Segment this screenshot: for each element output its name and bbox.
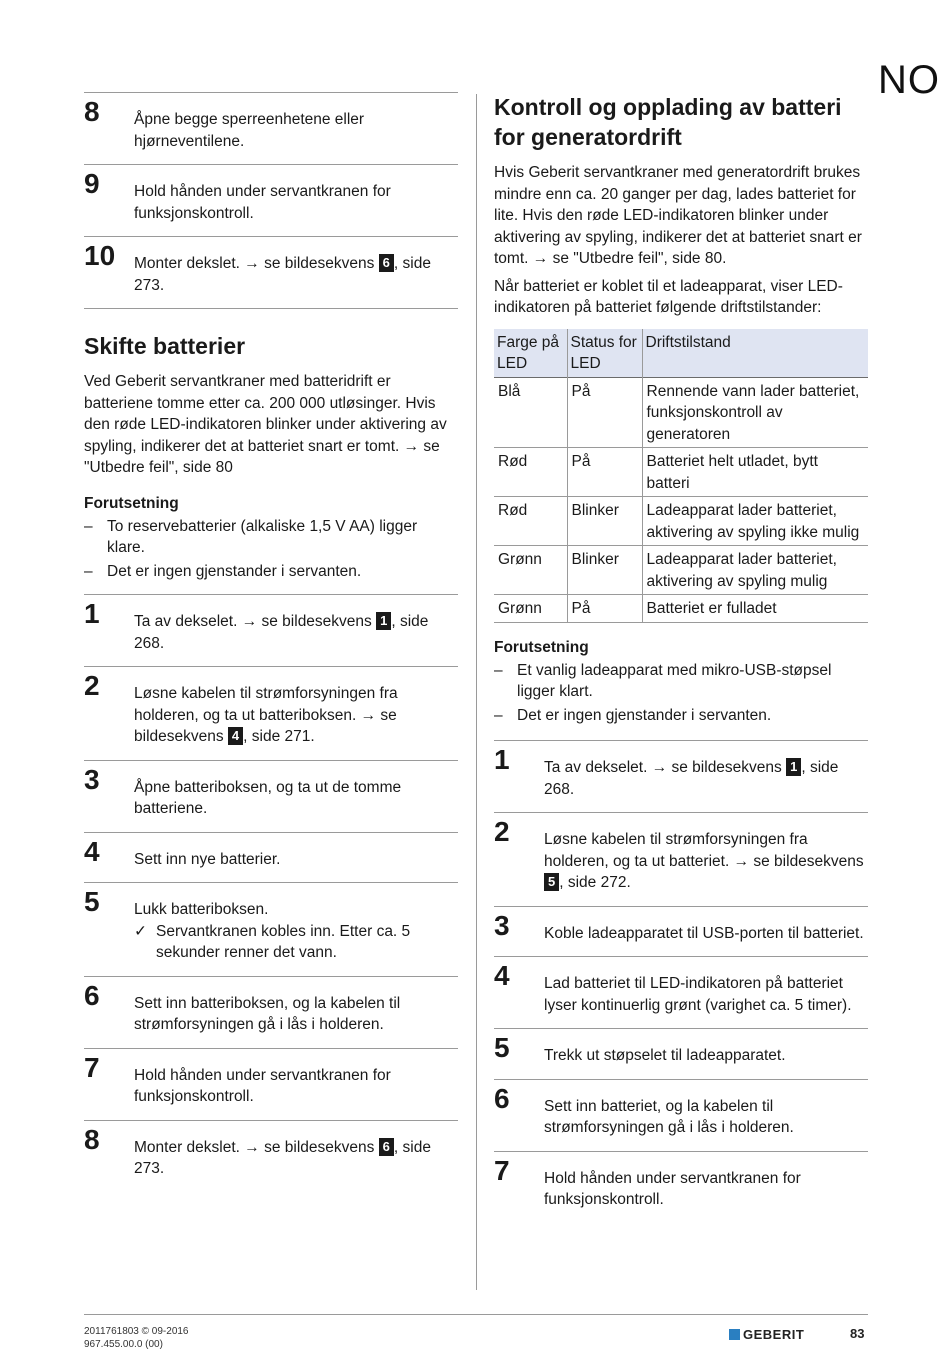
checkmark-icon: ✓ xyxy=(134,922,147,940)
step-item xyxy=(84,666,458,760)
step-text-part: Trekk ut støpselet til ladeapparatet. xyxy=(544,1047,786,1064)
step-text-part: Lukk batteriboksen. xyxy=(134,901,269,918)
language-tab: NO xyxy=(878,58,940,102)
figure-sequence-badge: 6 xyxy=(379,1138,394,1156)
step-number: 6 xyxy=(494,1082,510,1114)
step-text xyxy=(134,1059,458,1108)
figure-sequence-badge: 4 xyxy=(228,727,243,745)
prerequisite-heading: Forutsetning xyxy=(494,638,589,656)
step-number: 10 xyxy=(84,240,116,271)
table-header: Farge på LED xyxy=(494,329,567,378)
figure-sequence-badge: 5 xyxy=(544,873,559,891)
right-column xyxy=(494,92,868,1223)
prerequisite-item: – To reservebatterier (alkaliske 1,5 V AA) ligger klare. xyxy=(84,517,418,556)
step-text xyxy=(544,967,868,1016)
step-item xyxy=(84,594,458,666)
step-text-part: Løsne kabelen til strømforsyningen fra holderen, og ta ut batteriet. → se bildesekvens xyxy=(544,831,864,870)
section-title-battery-generator: Kontroll og opplading av batteri for generatordrift xyxy=(494,94,842,150)
step-text-part: Sett inn batteriboksen, og la kabelen til strømforsyningen gå i lås i holderen. xyxy=(134,994,401,1033)
step-number: 7 xyxy=(84,1051,100,1083)
step-text-part: , side 268. xyxy=(544,759,839,798)
step-number: 2 xyxy=(84,670,100,701)
table-cell: Grønn xyxy=(494,546,567,595)
table-row xyxy=(494,595,868,623)
step-item xyxy=(84,976,458,1048)
step-item xyxy=(494,1028,868,1079)
step-number: 2 xyxy=(494,816,510,847)
step-item xyxy=(84,236,458,308)
step-item xyxy=(84,832,458,883)
step-text-part: Lad batteriet til LED-indikatoren på batteriet lyser kontinuerlig grønt (varighet ca. 5 timer). xyxy=(544,975,852,1014)
step-item xyxy=(494,956,868,1028)
step-number: 4 xyxy=(494,960,510,991)
document-id: 2011761803 © 09-2016 xyxy=(84,1326,189,1337)
step-text xyxy=(544,1039,868,1067)
intro-paragraph-2: Når batteriet er koblet til et ladeapparat, viser LED-indikatoren på batteriet følgende driftstilstander: xyxy=(494,277,843,316)
column-divider xyxy=(476,94,477,1290)
step-text-part: Sett inn batteriet, og la kabelen til strømforsyningen gå i lås i holderen. xyxy=(544,1097,794,1136)
table-cell: På xyxy=(567,448,642,497)
table-cell: På xyxy=(567,595,642,623)
step-number: 8 xyxy=(84,1123,100,1155)
logo-square-icon xyxy=(729,1329,740,1340)
step-item xyxy=(494,1079,868,1151)
step-text xyxy=(134,605,458,654)
step-number: 3 xyxy=(84,763,100,795)
step-item xyxy=(494,812,868,906)
step-text xyxy=(134,247,458,296)
prerequisite-item: – Det er ingen gjenstander i servanten. xyxy=(84,562,362,580)
step-text xyxy=(134,771,458,820)
step-text xyxy=(544,917,868,945)
document-number: 967.455.00.0 (00) xyxy=(84,1339,163,1350)
step-text-part: , side 271. xyxy=(243,728,315,745)
page-number: 83 xyxy=(850,1326,865,1341)
step-text xyxy=(134,1131,458,1180)
table-cell: På xyxy=(567,377,642,448)
table-cell: Rød xyxy=(494,497,567,546)
step-number: 8 xyxy=(84,96,100,127)
result-line xyxy=(134,921,458,964)
step-item xyxy=(494,740,868,812)
step-item xyxy=(84,1120,458,1192)
step-item xyxy=(84,882,458,976)
figure-sequence-badge: 6 xyxy=(379,254,394,272)
step-text xyxy=(544,823,868,894)
table-row xyxy=(494,546,868,595)
step-number: 6 xyxy=(84,979,100,1011)
geberit-logo xyxy=(729,1327,804,1342)
prerequisite-heading: Forutsetning xyxy=(84,494,179,512)
step-text xyxy=(134,175,458,224)
step-text-part: Monter dekslet. → se bildesekvens xyxy=(134,255,379,272)
step-text-part: Ta av dekselet. → se bildesekvens xyxy=(134,613,377,630)
step-text-part: , side 273. xyxy=(134,255,431,294)
steps-list xyxy=(84,594,458,1192)
step-text xyxy=(544,751,868,800)
table-row xyxy=(494,448,868,497)
step-number: 1 xyxy=(84,598,100,629)
step-item xyxy=(84,760,458,832)
step-text-part: Hold hånden under servantkranen for funksjonskontroll. xyxy=(544,1169,801,1208)
figure-sequence-badge: 1 xyxy=(786,758,801,776)
logo-wordmark: GEBERIT xyxy=(743,1327,805,1342)
table-header: Status for LED xyxy=(567,329,642,378)
step-text xyxy=(134,987,458,1036)
step-text-part: Monter dekslet. → se bildesekvens xyxy=(134,1138,379,1156)
table-cell: Rød xyxy=(494,448,567,497)
table-cell: Blinker xyxy=(567,497,642,546)
step-text-part: Løsne kabelen til strømforsyningen fra holderen, og ta ut batteriboksen. → se bildesekvens xyxy=(134,685,398,745)
step-number: 4 xyxy=(84,835,100,867)
step-text-part: Koble ladeapparatet til USB-porten til batteriet. xyxy=(544,924,864,942)
step-text-part: Sett inn nye batterier. xyxy=(134,850,281,868)
step-item xyxy=(84,164,458,236)
step-number: 3 xyxy=(494,909,510,941)
steps-list-top xyxy=(84,92,458,308)
step-text xyxy=(544,1090,868,1139)
table-row xyxy=(494,497,868,546)
step-text-part: , side 272. xyxy=(559,874,631,891)
step-number: 1 xyxy=(494,744,510,775)
steps-list xyxy=(494,740,868,1223)
step-text xyxy=(134,893,458,964)
table-cell: Blinker xyxy=(567,546,642,595)
step-text-part: , side 273. xyxy=(134,1138,431,1177)
prerequisite-item: – Et vanlig ladeapparat med mikro-USB-støpsel ligger klart. xyxy=(494,661,832,700)
step-text xyxy=(134,103,458,152)
step-text xyxy=(134,843,458,871)
prerequisite-list xyxy=(84,516,458,583)
step-number: 5 xyxy=(494,1032,510,1063)
step-text xyxy=(544,1162,868,1211)
step-text-part: , side 268. xyxy=(134,613,429,652)
step-text-part: Åpne begge sperreenhetene eller hjørneventilene. xyxy=(134,111,365,150)
table-cell: Blå xyxy=(494,377,567,448)
step-item xyxy=(494,906,868,957)
step-text-part: Åpne batteriboksen, og ta ut de tomme batteriene. xyxy=(134,778,402,817)
step-text xyxy=(134,677,458,748)
step-number: 9 xyxy=(84,168,100,199)
footer-divider xyxy=(84,1314,868,1315)
prerequisite-item: – Det er ingen gjenstander i servanten. xyxy=(494,706,772,724)
led-status-table xyxy=(494,329,868,623)
step-text-part: Hold hånden under servantkranen for funksjonskontroll. xyxy=(134,1066,391,1105)
step-number: 5 xyxy=(84,886,100,917)
table-cell: Ladeapparat lader batteriet, aktivering av spyling ikke mulig xyxy=(642,497,868,546)
table-cell: Rennende vann lader batteriet, funksjonskontroll av generatoren xyxy=(642,377,868,448)
step-number: 7 xyxy=(494,1154,510,1186)
result-text: Servantkranen kobles inn. Etter ca. 5 sekunder renner det vann. xyxy=(156,922,411,961)
step-text-part: Hold hånden under servantkranen for funksjonskontroll. xyxy=(134,183,391,222)
table-cell: Batteriet er fulladet xyxy=(642,595,868,623)
intro-paragraph-1: Hvis Geberit servantkraner med generatordrift brukes mindre enn ca. 20 ganger per dag, lades batteriet for lite. Hvis den røde LED-indikatoren blinker under aktivering av spyling, indikerer det at batteriet snart er tomt. → se "Utbedre feil", side 80. xyxy=(494,164,862,267)
intro-paragraph: Ved Geberit servantkraner med batteridrift er batteriene tomme etter ca. 200 000 utløsinger. Hvis den røde LED-indikatoren blinker under aktivering av spyling, indikerer det at batteriet snart er tomt. → se "Utbedre feil", side 80 xyxy=(84,373,447,476)
table-cell: Batteriet helt utladet, bytt batteri xyxy=(642,448,868,497)
table-row xyxy=(494,377,868,448)
step-item xyxy=(84,92,458,164)
step-item xyxy=(84,1048,458,1120)
left-column xyxy=(84,92,458,1192)
step-item xyxy=(494,1151,868,1223)
figure-sequence-badge: 1 xyxy=(376,612,391,630)
table-cell: Grønn xyxy=(494,595,567,623)
step-text-part: Ta av dekselet. → se bildesekvens xyxy=(544,759,787,776)
prerequisite-list xyxy=(494,660,868,727)
table-cell: Ladeapparat lader batteriet, aktivering av spyling mulig xyxy=(642,546,868,595)
section-title-replace-batteries: Skifte batterier xyxy=(84,333,246,359)
table-header: Driftstilstand xyxy=(642,329,868,378)
